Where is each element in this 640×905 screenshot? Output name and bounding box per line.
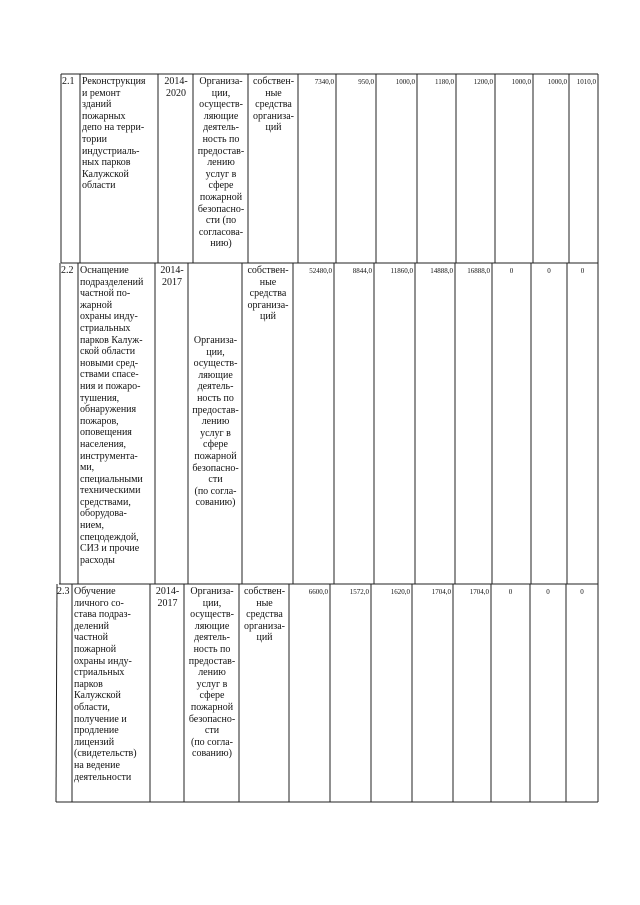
funding-source: собствен- ные средства организа- ций — [243, 586, 286, 644]
period: 2014- 2017 — [160, 265, 184, 288]
row-number: 2.3 — [57, 586, 70, 597]
value-2018: 0 — [508, 588, 513, 596]
value-total: 6600,0 — [308, 588, 328, 596]
value-2016: 1180,0 — [435, 78, 454, 86]
value-2018: 1000,0 — [511, 78, 531, 86]
value-2014: 8844,0 — [352, 267, 372, 275]
executor: Организа- ции, осуществ- ляющие деятель- ность по предостав- лению услуг в сфере пожарной безопасно- сти (по согла- сованию) — [188, 586, 236, 760]
value-total: 7340,0 — [314, 78, 334, 86]
value-2020: 0 — [580, 267, 585, 275]
value-2017: 16888,0 — [467, 267, 490, 275]
value-2017: 1704,0 — [469, 588, 489, 596]
value-2015: 1620,0 — [390, 588, 410, 596]
value-2016: 14888,0 — [430, 267, 453, 275]
measure-name: Оснащение подразделений частной по- жарной охраны инду- стриальных парков Калуж- ской области новыми сред- ствами спасе- ния и пожаро- тушения, обнаружения пожаров, оповещения населения, инструмента- ми, специальными техническими средствами, оборудова- нием, спецодеждой, СИЗ и прочие расходы — [80, 265, 144, 566]
value-2017: 1200,0 — [473, 78, 493, 86]
value-2015: 1000,0 — [395, 78, 415, 86]
period: 2014- 2017 — [155, 586, 180, 609]
period: 2014- 2020 — [164, 76, 188, 99]
funding-source: собствен- ные средства организа- ций — [247, 265, 289, 323]
measure-name: Реконструкция и ремонт зданий пожарных депо на терри- тории индустриаль- ных парков Калужской области — [82, 76, 146, 192]
funding-source: собствен- ные средства организа- ций — [252, 76, 295, 134]
value-2014: 950,0 — [358, 78, 374, 86]
value-2019: 0 — [547, 267, 551, 275]
row-number: 2.2 — [61, 265, 74, 276]
row-number: 2.1 — [62, 76, 75, 87]
executor: Организа- ции, осуществ- ляющие деятель- ность по предостав- лению услуг в сфере пожарной безопасно- сти (по согласова- нию) — [197, 76, 245, 250]
value-total: 52480,0 — [309, 267, 332, 275]
value-2014: 1572,0 — [349, 588, 369, 596]
value-2020: 0 — [580, 588, 584, 596]
value-2016: 1704,0 — [431, 588, 451, 596]
value-2015: 11860,0 — [390, 267, 413, 275]
measure-name: Обучение личного со- става подраз- делений частной пожарной охраны инду- стриальных парков Калужской области, получение и продление лицензий (свидетельств) на ведение деятельности — [74, 586, 137, 783]
value-2018: 0 — [509, 267, 514, 275]
executor: Организа- ции, осуществ- ляющие деятель- ность по предостав- лению услуг в сфере пожарной безопасно- сти (по согла- сованию) — [192, 335, 239, 509]
value-2020: 1010,0 — [576, 78, 596, 86]
value-2019: 0 — [546, 588, 550, 596]
value-2019: 1000,0 — [547, 78, 567, 86]
